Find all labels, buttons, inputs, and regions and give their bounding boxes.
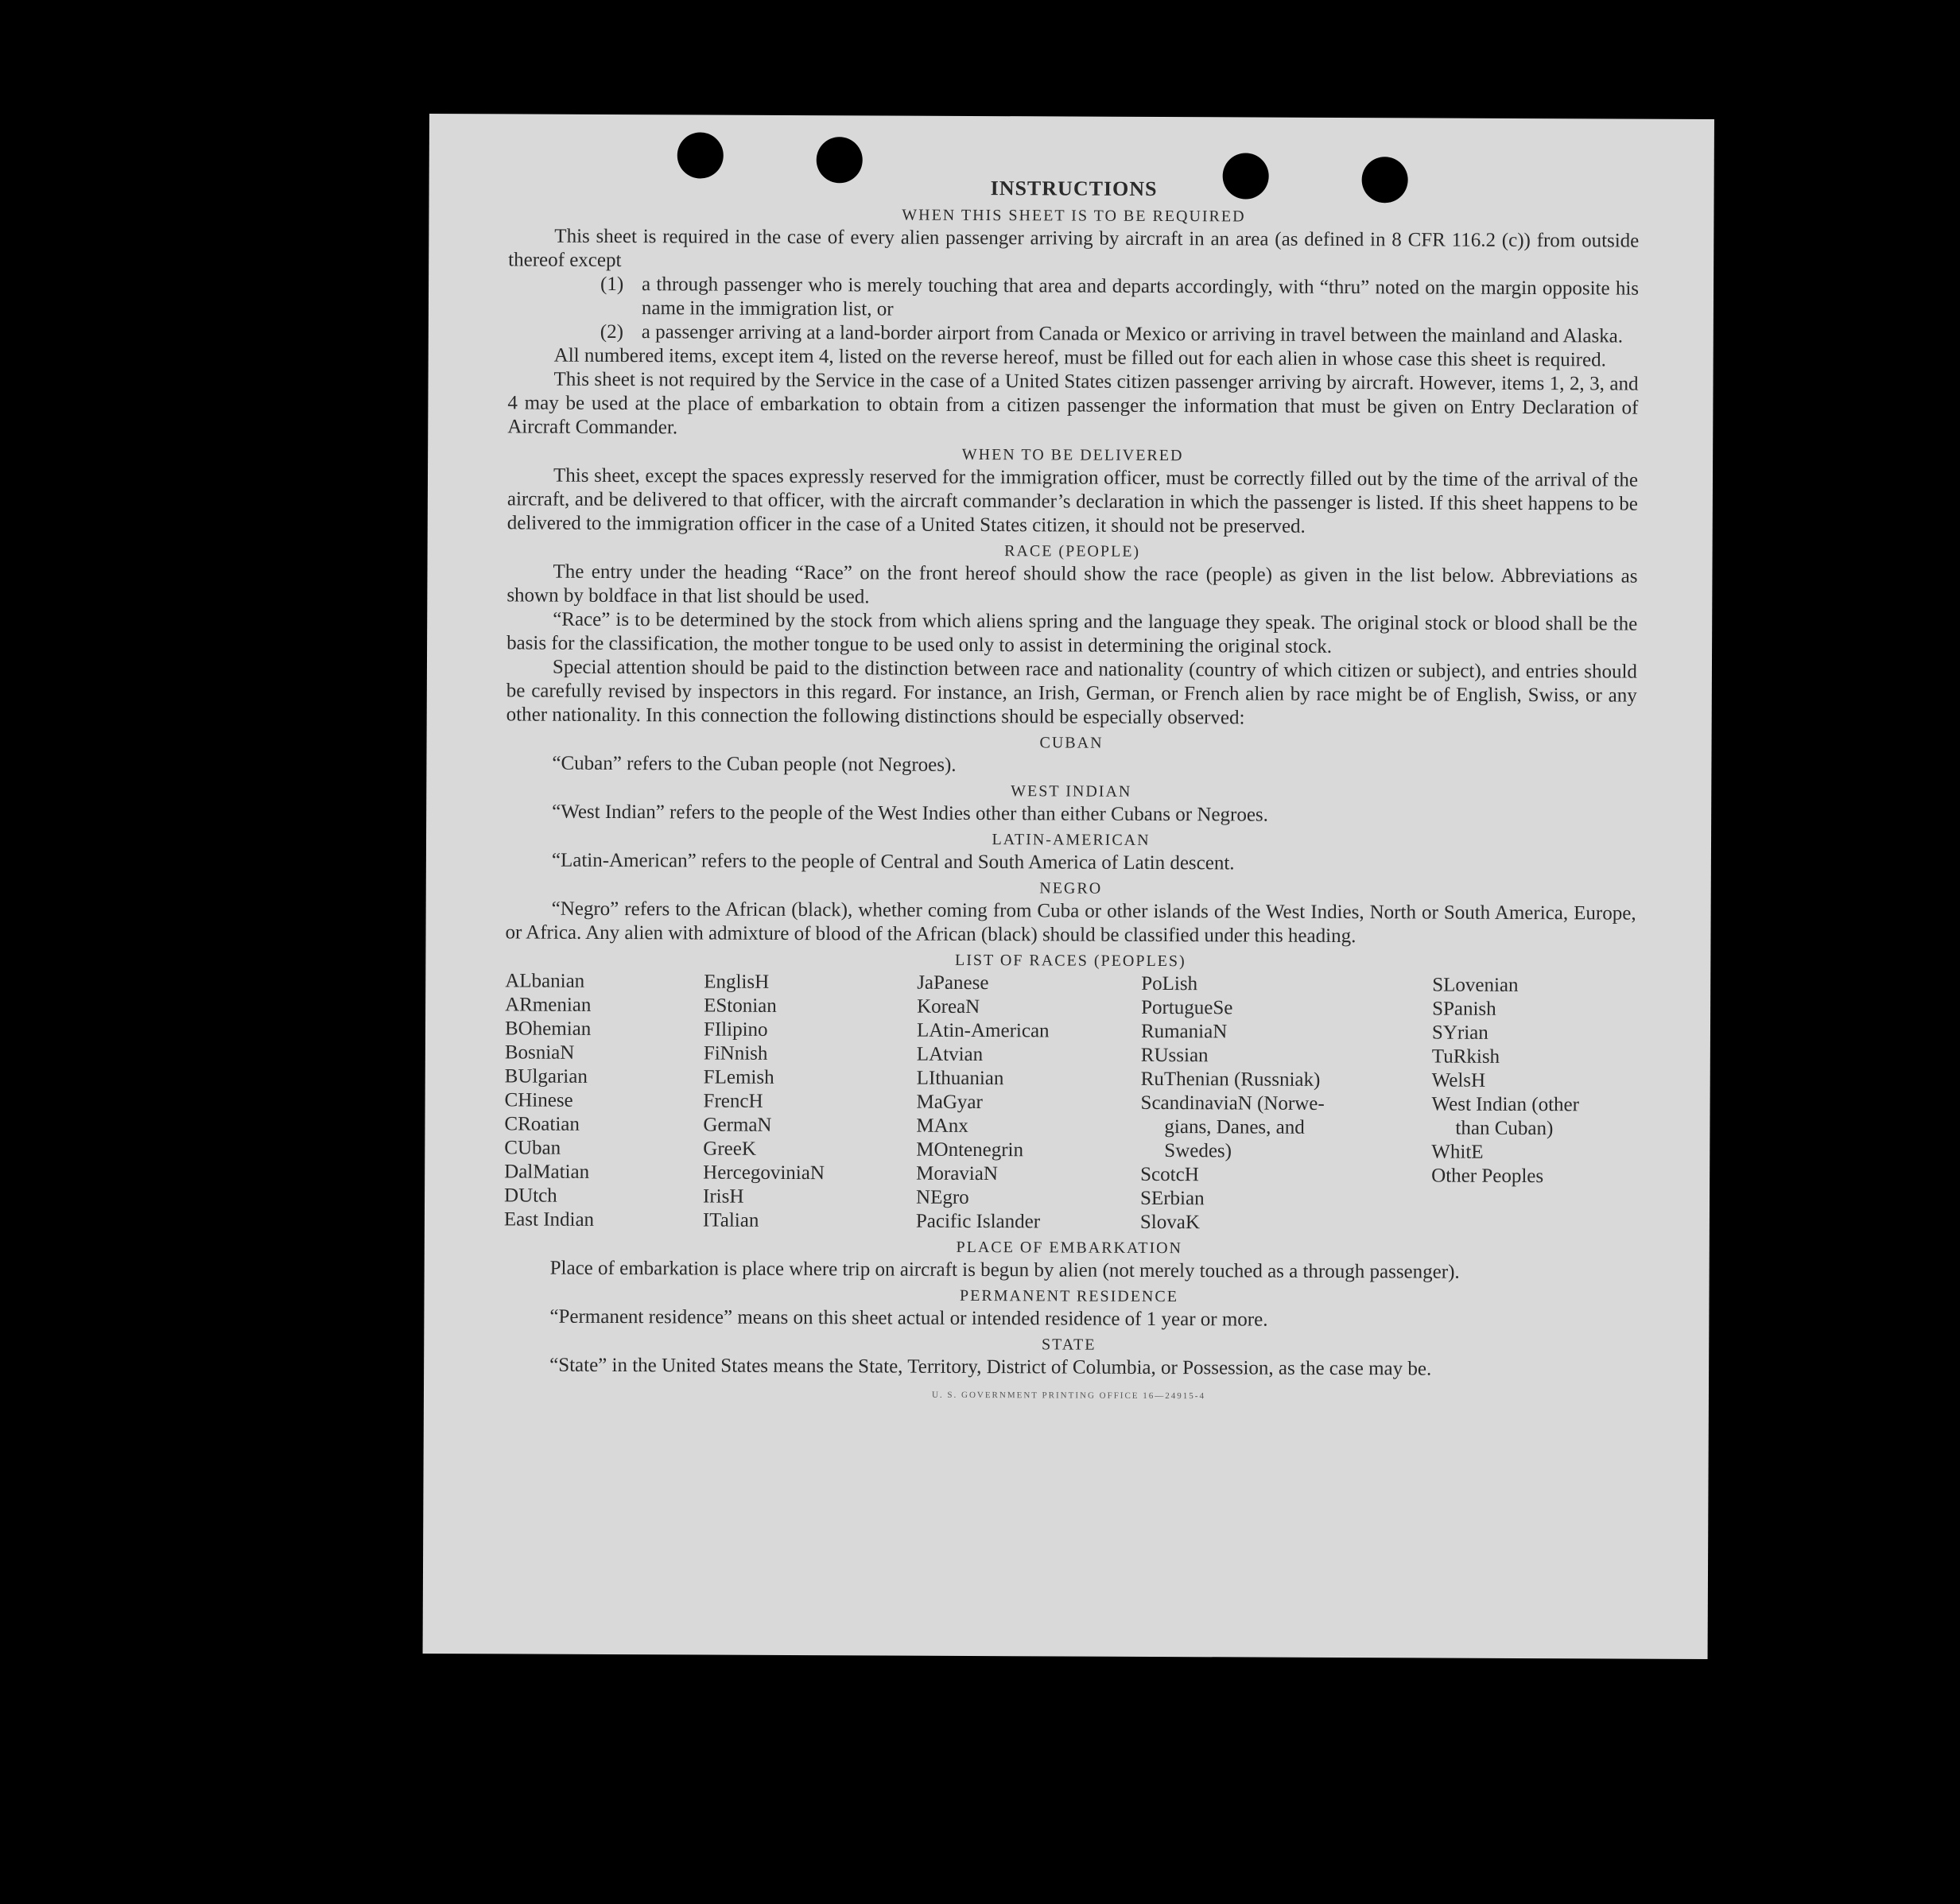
- race-entry: PortugueSe: [1141, 996, 1233, 1019]
- paragraph: “Cuban” refers to the Cuban people (not Negroes).: [552, 752, 957, 776]
- race-entry: FIlipino: [703, 1018, 768, 1041]
- race-entry: DUtch: [504, 1185, 557, 1207]
- race-entry: CHinese: [504, 1089, 573, 1111]
- race-entry: ARmenian: [505, 994, 592, 1016]
- page-title: INSTRUCTIONS: [990, 176, 1158, 200]
- race-entry: MaGyar: [916, 1091, 983, 1114]
- race-entry: DalMatian: [504, 1161, 590, 1183]
- race-list: [504, 969, 1636, 1236]
- race-entry: Pacific Islander: [915, 1210, 1041, 1233]
- paragraph: This sheet is required in the case of every alien passenger arriving by aircraft in an area (as defined in 8 CFR 116.2 (c)) from outside thereof except: [508, 225, 1640, 272]
- race-entry: GermaN: [703, 1114, 772, 1136]
- race-entry: ITalian: [702, 1209, 759, 1231]
- race-entry: EnglisH: [704, 971, 770, 993]
- paragraph: “Negro” refers to the African (black), whether coming from Cuba or other islands of the West Indies, North or South America, Europe, or Africa. Any alien with admixture of blood of the African (black) should be classified under this heading.: [505, 898, 1636, 948]
- race-entry: NEgro: [915, 1186, 969, 1208]
- race-entry: PoLish: [1141, 972, 1198, 995]
- race-entry: LIthuanian: [916, 1067, 1004, 1090]
- race-entry: Swedes): [1164, 1140, 1232, 1162]
- race-entry: SPanish: [1432, 998, 1496, 1020]
- race-entry: LAtvian: [916, 1043, 984, 1066]
- race-entry: ScotcH: [1140, 1163, 1199, 1186]
- race-entry: RUssian: [1140, 1044, 1209, 1067]
- race-entry: East Indian: [503, 1208, 595, 1231]
- item-text: a through passenger who is merely touching that area and departs accordingly, with “thru” noted on the margin opposite his name in the immigration list, or: [641, 273, 1640, 320]
- race-entry: ScandinaviaN (Norwe-: [1140, 1092, 1325, 1115]
- race-entry: RumaniaN: [1140, 1020, 1228, 1043]
- section-heading-race: RACE (PEOPLE): [1004, 542, 1141, 560]
- section-heading-race-list: LIST OF RACES (PEOPLES): [954, 951, 1186, 971]
- paragraph: “Race” is to be determined by the stock from which aliens spring and the language they speak. The original stock or blood shall be the basis for the classification, the mother tongue to be used only to assist in determining the original stock.: [506, 608, 1638, 657]
- race-entry: HercegoviniaN: [703, 1161, 825, 1185]
- race-column: [1140, 972, 1432, 1236]
- race-entry: EStonian: [704, 995, 777, 1017]
- paragraph: “State” in the United States means the State, Territory, District of Columbia, or Possession, as the case may be.: [549, 1354, 1432, 1380]
- race-entry: BOhemian: [504, 1018, 592, 1040]
- race-entry: JaPanese: [917, 971, 989, 995]
- race-entry: SlovaK: [1139, 1211, 1200, 1234]
- race-column: [703, 971, 917, 1234]
- race-column: [504, 969, 704, 1232]
- race-column: [1431, 974, 1636, 1237]
- instruction-sheet: [423, 114, 1714, 1659]
- sheet-content: [503, 174, 1640, 1402]
- section-heading-negro: NEGRO: [1039, 879, 1103, 898]
- printer-imprint: U. S. GOVERNMENT PRINTING OFFICE 16—24915-4: [931, 1390, 1205, 1402]
- race-entry: WelsH: [1431, 1069, 1486, 1092]
- race-entry: than Cuban): [1455, 1117, 1554, 1140]
- paragraph: Place of embarkation is place where trip on aircraft is begun by alien (not merely touched as a through passenger).: [549, 1257, 1460, 1283]
- paragraph: All numbered items, except item 4, listed on the reverse hereof, must be filled out for each alien in whose case this sheet is required.: [553, 344, 1606, 371]
- race-entry: BUlgarian: [504, 1065, 588, 1088]
- race-entry: LAtin-American: [916, 1019, 1050, 1042]
- race-entry: MAnx: [916, 1115, 968, 1137]
- race-entry: TuRkish: [1431, 1045, 1500, 1068]
- race-entry: IrisH: [703, 1185, 744, 1208]
- race-entry: SErbian: [1139, 1187, 1205, 1210]
- race-entry: MOntenegrin: [916, 1138, 1024, 1161]
- race-entry: gians, Danes, and: [1164, 1116, 1305, 1138]
- race-entry: MoraviaN: [916, 1162, 998, 1185]
- item-number: (1): [600, 273, 624, 296]
- race-entry: West Indian (other: [1431, 1093, 1580, 1116]
- section-heading-west-indian: WEST INDIAN: [1011, 782, 1132, 801]
- section-heading-cuban: CUBAN: [1039, 734, 1104, 752]
- item-text: a passenger arriving at a land-border airport from Canada or Mexico or arriving in travel between the mainland and Alaska.: [641, 321, 1624, 347]
- race-entry: Other Peoples: [1431, 1165, 1544, 1188]
- race-entry: BosniaN: [504, 1041, 575, 1064]
- race-entry: CRoatian: [504, 1113, 580, 1135]
- race-entry: FLemish: [703, 1066, 774, 1088]
- race-entry: GreeK: [703, 1138, 757, 1160]
- race-entry: CUban: [504, 1137, 561, 1159]
- section-heading-residence: PERMANENT RESIDENCE: [960, 1286, 1179, 1306]
- paragraph: This sheet is not required by the Service in the case of a United States citizen passenger arriving by aircraft. However, items 1, 2, 3, and 4 may be used at the place of embarkation to obtain from a citizen passenger the information that must be given on Entry Declaration of Aircraft Commander.: [507, 368, 1639, 439]
- section-heading-state: STATE: [1042, 1336, 1096, 1354]
- race-entry: SYrian: [1431, 1022, 1488, 1044]
- race-entry: FrencH: [703, 1090, 763, 1112]
- section-heading-embarkation: PLACE OF EMBARKATION: [956, 1238, 1183, 1258]
- race-entry: FiNnish: [703, 1042, 768, 1064]
- item-number: (2): [600, 320, 624, 343]
- punch-hole: [677, 132, 724, 178]
- race-entry: ALbanian: [505, 970, 585, 992]
- paragraph: This sheet, except the spaces expressly reserved for the immigration officer, must be correctly filled out by the time of the arrival of the aircraft, and be delivered to that officer, with the aircraft commander’s declaration in which the passenger is listed. If this sheet happens to be delivered to the immigration officer in the case of a United States citizen, it should not be preserved.: [506, 464, 1639, 537]
- race-column: [916, 971, 1141, 1235]
- race-entry: WhitE: [1431, 1141, 1484, 1163]
- section-heading-latin-american: LATIN-AMERICAN: [992, 831, 1151, 849]
- paragraph: The entry under the heading “Race” on the front hereof should show the race (people) as given in the list below. Abbreviations as shown by boldface in that list should be used.: [506, 560, 1638, 608]
- paragraph: Special attention should be paid to the distinction between race and nationality (country of which citizen or subject), and entries should be carefully revised by inspectors in this regard. For instance, an Irish, German, or French alien by race might be of English, Swiss, or any other nationality. In this connection the following distinctions should be especially observed:: [506, 656, 1638, 729]
- section-heading-delivered: WHEN TO BE DELIVERED: [961, 445, 1184, 465]
- paragraph: “Permanent residence” means on this sheet actual or intended residence of 1 year or more.: [549, 1305, 1268, 1331]
- section-heading-required: WHEN THIS SHEET IS TO BE REQUIRED: [902, 206, 1246, 226]
- race-entry: RuThenian (Russniak): [1140, 1068, 1321, 1091]
- paragraph: “Latin-American” refers to the people of Central and South America of Latin descent.: [551, 849, 1235, 874]
- list-item: [508, 272, 1639, 324]
- race-entry: SLovenian: [1432, 974, 1519, 996]
- race-entry: KoreaN: [917, 995, 980, 1018]
- paragraph: “West Indian” refers to the people of the West Indies other than either Cubans or Negroes.: [552, 801, 1269, 826]
